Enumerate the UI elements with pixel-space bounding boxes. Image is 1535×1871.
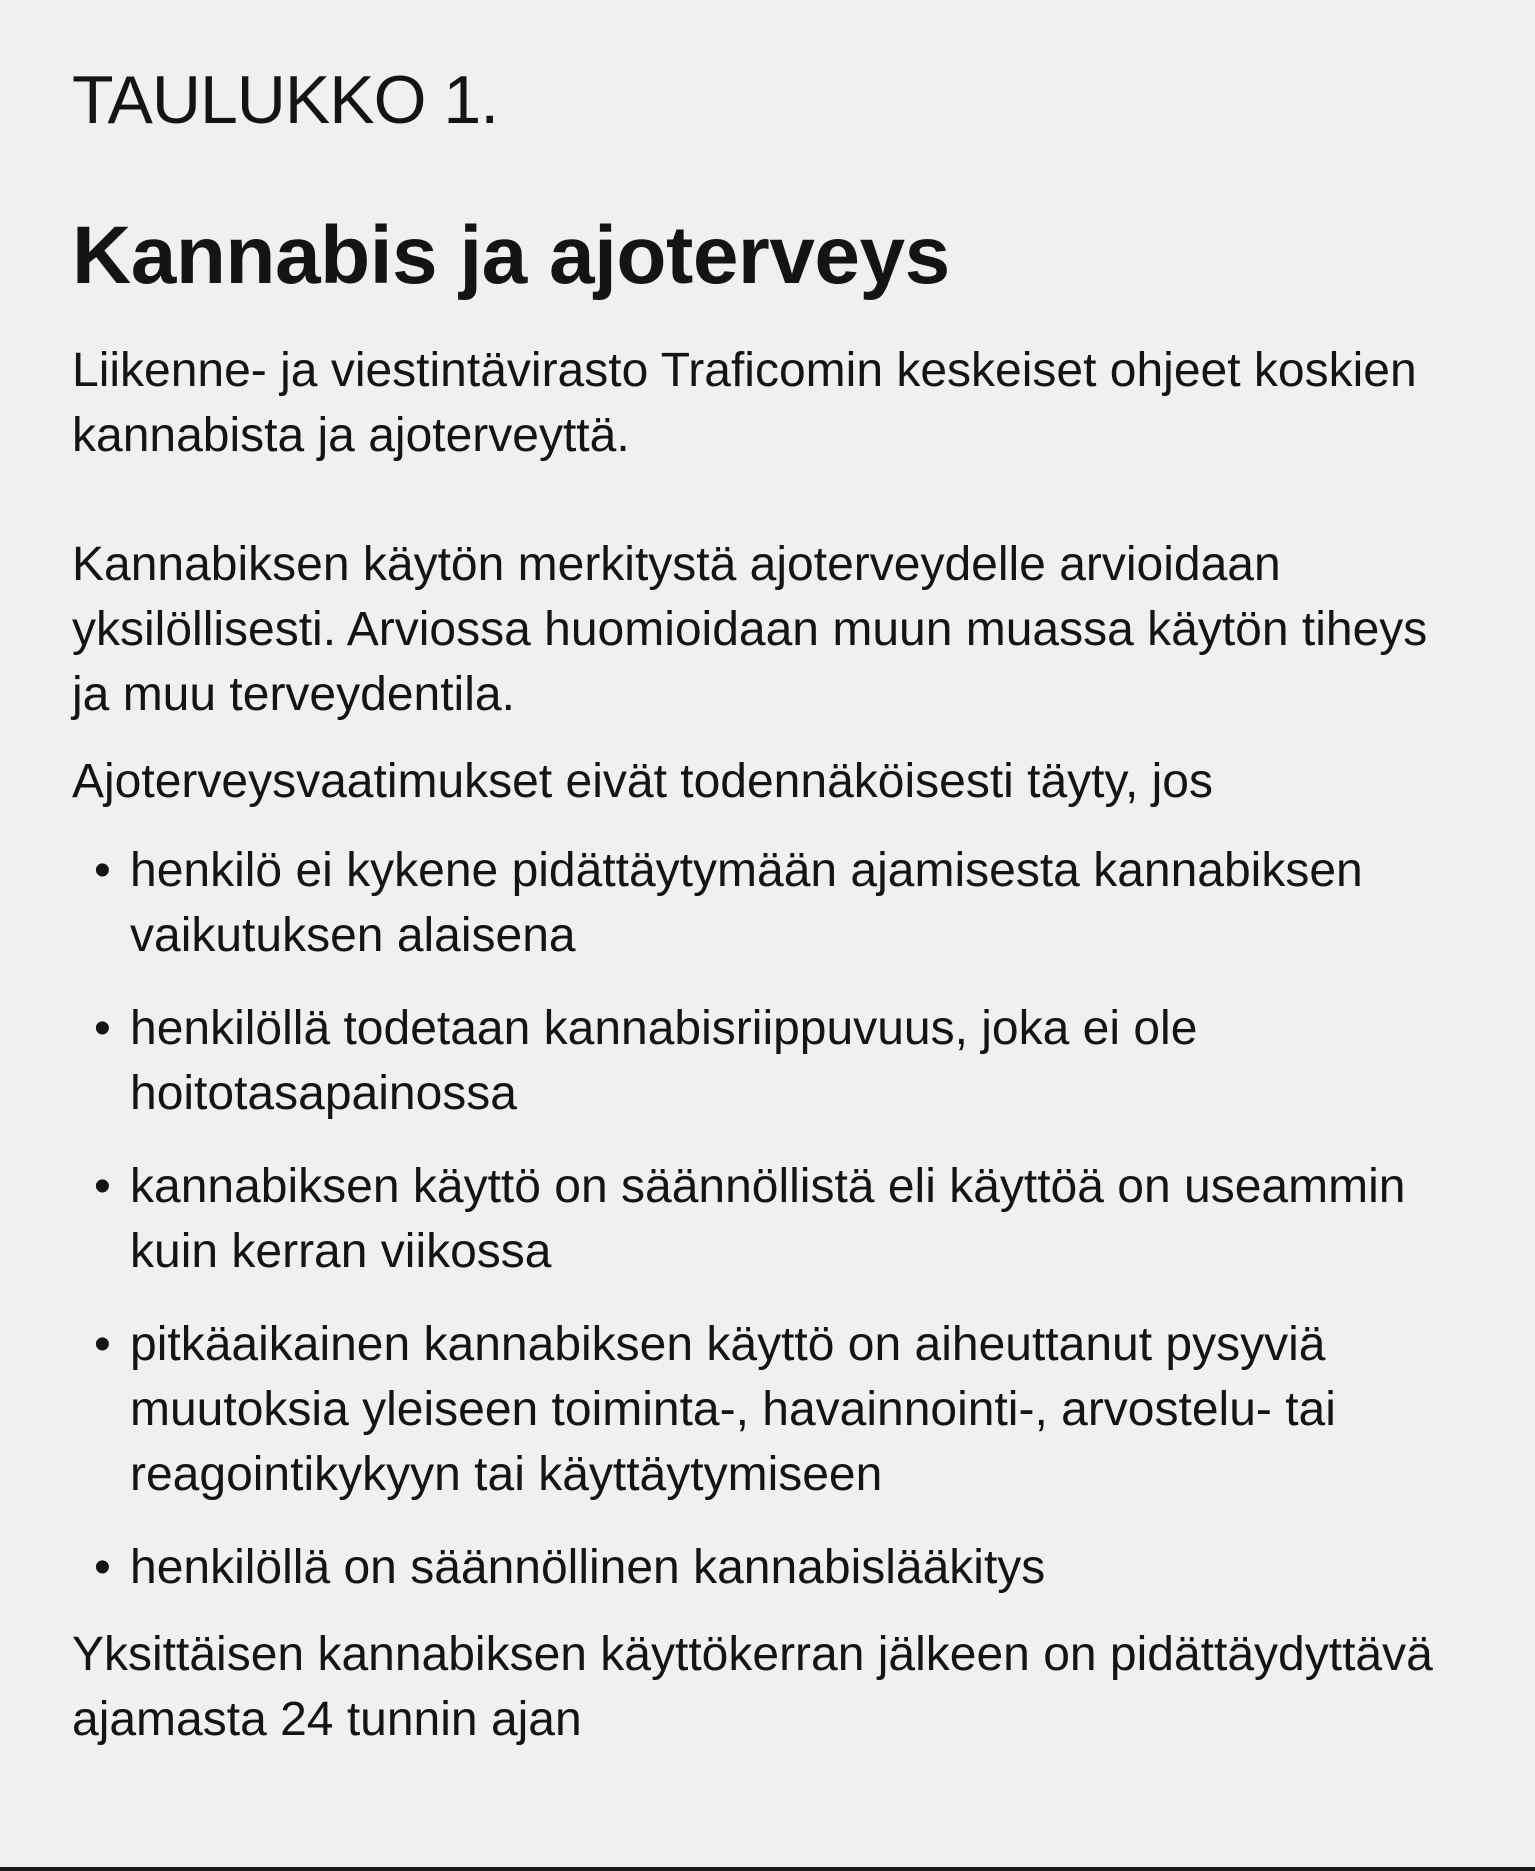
- bullet-icon: •: [94, 844, 111, 897]
- bottom-divider: [0, 1867, 1535, 1871]
- assessment-paragraph: Kannabiksen käytön merkitystä ajoterveydelle arvioidaan yksilöllisesti. Arviossa huomioidaan muun muassa käytön tiheys ja muu terveydentila.: [72, 538, 1428, 721]
- list-item-text: henkilö ei kykene pidättäytymään ajamisesta kannabiksen vaikutuksen alaisena: [130, 844, 1363, 962]
- page-title: Kannabis ja ajoterveys: [72, 210, 950, 301]
- bullet-icon: •: [94, 1002, 111, 1055]
- list-item-text: kannabiksen käyttö on säännöllistä eli käyttöä on useammin kuin kerran viikossa: [130, 1160, 1406, 1278]
- criteria-list: [72, 838, 1472, 1600]
- list-item-text: henkilöllä on säännöllinen kannabislääkitys: [130, 1541, 1046, 1594]
- list-item: [72, 838, 1472, 968]
- bullet-icon: •: [94, 1541, 111, 1594]
- bullet-icon: •: [94, 1160, 111, 1213]
- bullet-icon: •: [94, 1318, 111, 1371]
- table-label: TAULUKKO 1.: [72, 62, 499, 138]
- list-intro: Ajoterveysvaatimukset eivät todennäköisesti täyty, jos: [72, 755, 1213, 808]
- list-item: [72, 1154, 1472, 1284]
- info-card: [72, 60, 1472, 1752]
- list-item-text: pitkäaikainen kannabiksen käyttö on aiheuttanut pysyviä muutoksia yleiseen toiminta-, havainnointi-, arvostelu- tai reagointikykyyn tai käyttäytymiseen: [130, 1318, 1336, 1501]
- closing-text: Yksittäisen kannabiksen käyttökerran jälkeen on pidättäydyttävä ajamasta 24 tunnin ajan: [72, 1628, 1433, 1746]
- list-item-text: henkilöllä todetaan kannabisriippuvuus, joka ei ole hoitotasapainossa: [130, 1002, 1198, 1120]
- lead-text: Liikenne- ja viestintävirasto Traficomin keskeiset ohjeet koskien kannabista ja ajoterveyttä.: [72, 344, 1417, 462]
- list-item: [72, 1535, 1472, 1600]
- list-item: [72, 996, 1472, 1126]
- list-item: [72, 1312, 1472, 1507]
